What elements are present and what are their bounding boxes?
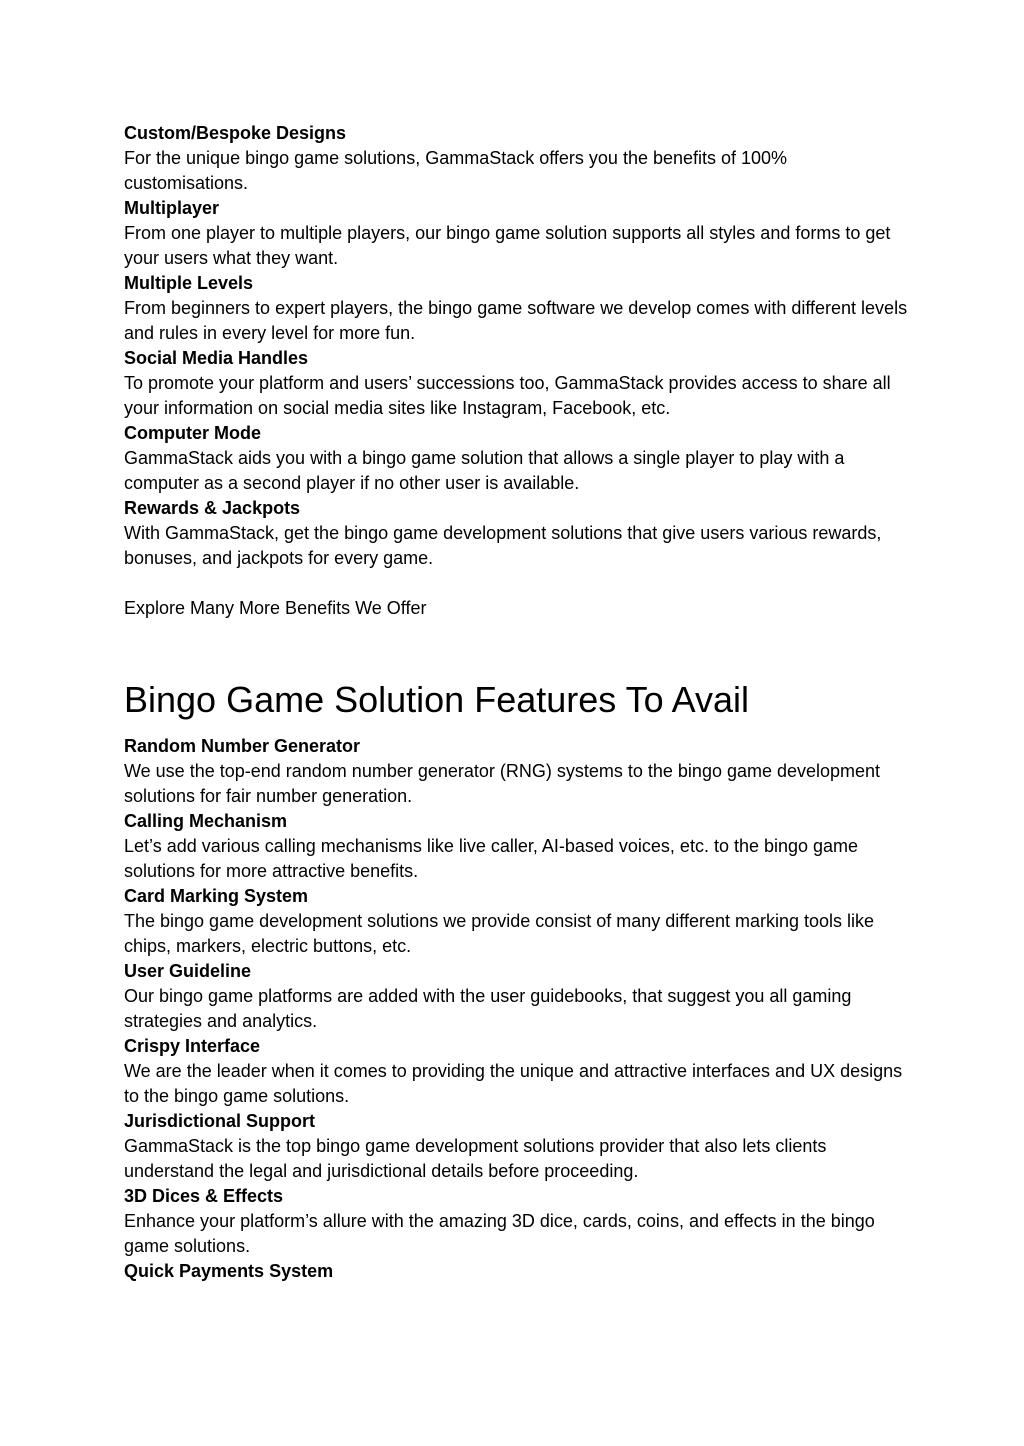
benefit-description: From one player to multiple players, our bingo game solution supports all styles and forms to get your users what they want. [124,223,891,268]
feature-title: Random Number Generator [124,736,361,756]
explore-benefits-link[interactable]: Explore Many More Benefits We Offer [124,598,427,618]
benefit-title: Rewards & Jackpots [124,498,301,518]
benefit-description: To promote your platform and users’ successions too, GammaStack provides access to share all your information on social media sites like Instagram, Facebook, etc. [124,373,891,418]
benefit-title: Multiplayer [124,198,220,218]
benefits-list [124,121,914,571]
features-heading: Bingo Game Solution Features To Avail [124,679,750,720]
feature-title: Jurisdictional Support [124,1111,316,1131]
benefit-title: Custom/Bespoke Designs [124,123,347,143]
feature-title: Calling Mechanism [124,811,288,831]
feature-title: Card Marking System [124,886,309,906]
benefit-description: From beginners to expert players, the bingo game software we develop comes with different levels and rules in every level for more fun. [124,298,908,343]
features-list [124,734,914,1284]
benefit-description: GammaStack aids you with a bingo game solution that allows a single player to play with a computer as a second player if no other user is available. [124,448,845,493]
feature-description: GammaStack is the top bingo game development solutions provider that also lets clients understand the legal and jurisdictional details before proceeding. [124,1136,827,1181]
benefit-description: With GammaStack, get the bingo game development solutions that give users various rewards, bonuses, and jackpots for every game. [124,523,882,568]
benefit-title: Social Media Handles [124,348,309,368]
benefit-title: Multiple Levels [124,273,254,293]
feature-title: Crispy Interface [124,1036,261,1056]
feature-title: 3D Dices & Effects [124,1186,284,1206]
feature-title: User Guideline [124,961,252,981]
feature-description: Enhance your platform’s allure with the amazing 3D dice, cards, coins, and effects in the bingo game solutions. [124,1211,875,1256]
feature-description: We are the leader when it comes to providing the unique and attractive interfaces and UX designs to the bingo game solutions. [124,1061,903,1106]
feature-description: The bingo game development solutions we provide consist of many different marking tools like chips, markers, electric buttons, etc. [124,911,875,956]
document-page [124,121,914,1284]
feature-title: Quick Payments System [124,1261,334,1281]
benefit-description: For the unique bingo game solutions, GammaStack offers you the benefits of 100% customisations. [124,148,788,193]
feature-description: We use the top-end random number generator (RNG) systems to the bingo game development solutions for fair number generation. [124,761,881,806]
benefit-title: Computer Mode [124,423,261,443]
feature-description: Our bingo game platforms are added with the user guidebooks, that suggest you all gaming strategies and analytics. [124,986,852,1031]
feature-description: Let’s add various calling mechanisms like live caller, AI-based voices, etc. to the bingo game solutions for more attractive benefits. [124,836,859,881]
